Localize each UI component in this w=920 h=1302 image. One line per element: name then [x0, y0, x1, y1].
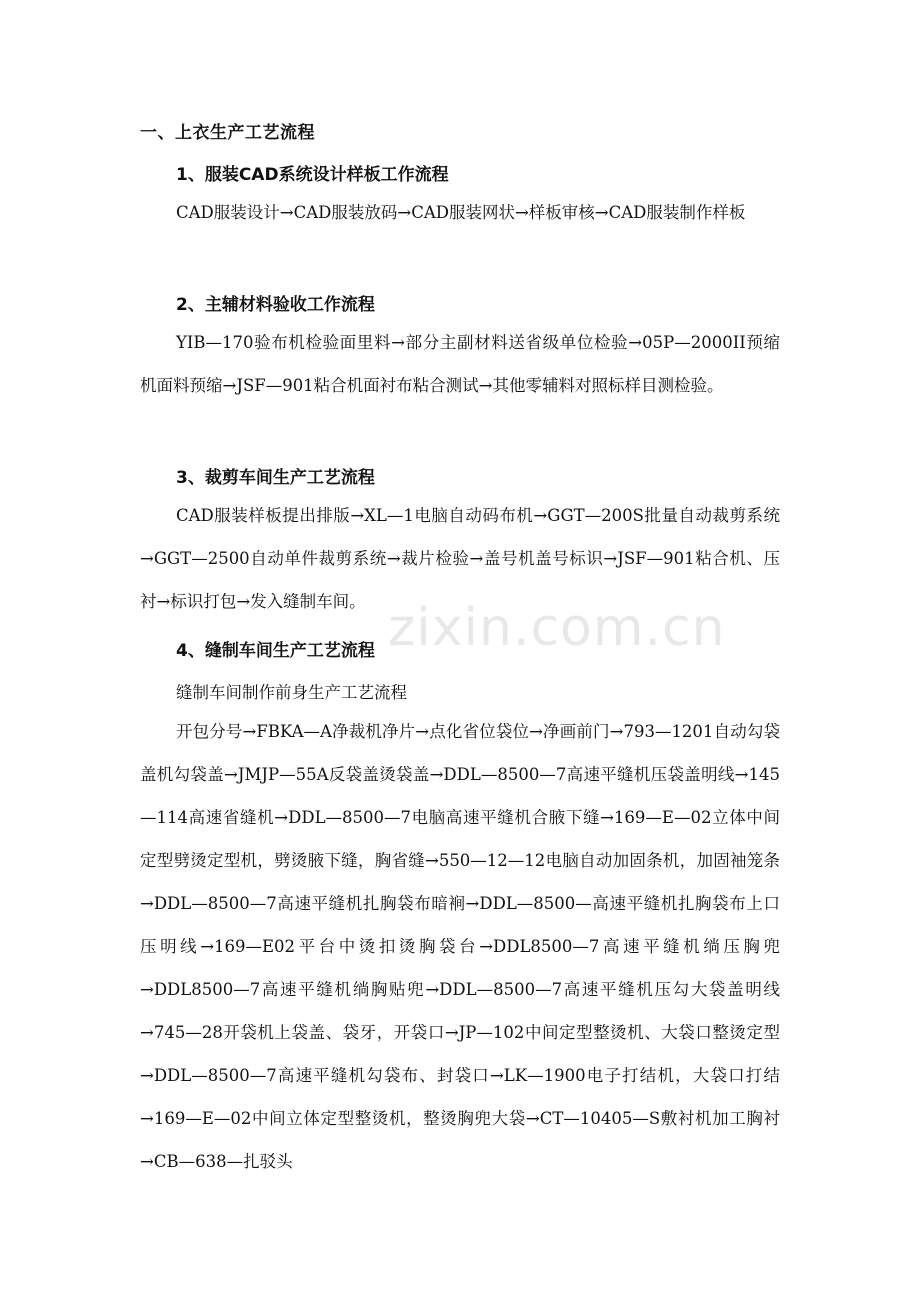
- paragraph-cad-workflow: CAD服装设计→CAD服装放码→CAD服装网状→样板审核→CAD服装制作样板: [176, 203, 746, 222]
- subheading-front-body: 缝制车间制作前身生产工艺流程: [176, 683, 407, 702]
- heading-sewing-workshop: 4、缝制车间生产工艺流程: [176, 641, 375, 661]
- paragraph-cutting-workshop: CAD服装样板提出排版→XL—1电脑自动码布机→GGT—200S批量自动裁剪系统→GGT—2500自动单件裁剪系统→裁片检验→盖号机盖号标识→JSF—901粘合机、压衬→标识打包→发入缝制车间。: [140, 506, 780, 611]
- heading-cad-workflow: 1、服装CAD系统设计样板工作流程: [176, 165, 449, 185]
- section-title: 一、上衣生产工艺流程: [140, 123, 315, 143]
- paragraph-material-inspection: YIB—170验布机检验面里料→部分主副材料送省级单位检验→05P—2000II预缩机面料预缩→JSF—901粘合机面衬布粘合测试→其他零辅料对照标样目测检验。: [140, 333, 780, 395]
- paragraph-sewing-workshop: 开包分号→FBKA—A净裁机净片→点化省位袋位→净画前门→793—1201自动勾袋盖机勾袋盖→JMJP—55A反袋盖烫袋盖→DDL—8500—7高速平缝机压袋盖明线→145—114高速省缝机→DDL—8500—7电脑高速平缝机合腋下缝→169—E—02立体中间定型劈烫定型机，劈烫腋下缝，胸省缝→550—12—12电脑自动加固条机，加固袖笼条→DDL—8500—7高速平缝机扎胸袋布暗裥→DDL—8500—高速平缝机扎胸袋布上口压明线→169—E02平台中烫扣烫胸袋台→DDL8500—7高速平缝机绱压胸兜→DDL8500—7高速平缝机绱胸贴兜→DDL—8500—7高速平缝机压勾大袋盖明线→745—28开袋机上袋盖、袋牙，开袋口→JP—102中间定型整烫机、大袋口整烫定型→DDL—8500—7高速平缝机勾袋布、封袋口→LK—1900电子打结机，大袋口打结→169—E—02中间立体定型整烫机，整烫胸兜大袋→CT—10405—S敷衬机加工胸衬→CB—638—扎驳头: [140, 722, 780, 1171]
- heading-cutting-workshop: 3、裁剪车间生产工艺流程: [176, 468, 375, 488]
- watermark: zixin.com.cn: [388, 598, 726, 658]
- heading-material-inspection: 2、主辅材料验收工作流程: [176, 295, 375, 315]
